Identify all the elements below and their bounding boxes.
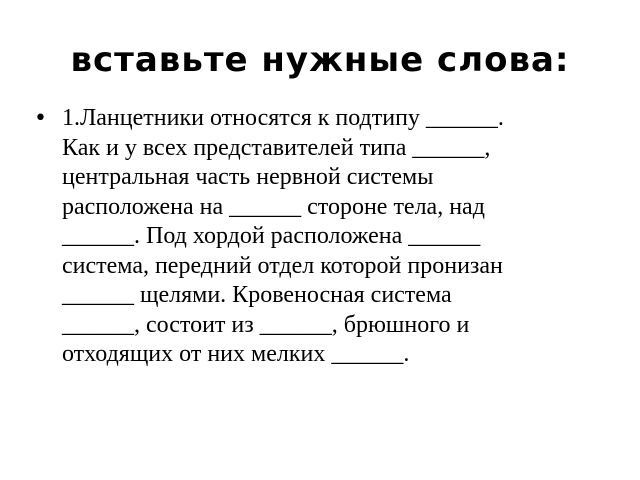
slide-title: вставьте нужные слова: [70, 40, 570, 80]
paragraph-line: отходящих от них мелких ______. [62, 341, 410, 367]
paragraph-line: ______ щелями. Кровеносная система [62, 282, 452, 308]
paragraph-line: расположена на ______ стороне тела, над [62, 193, 485, 220]
bullet-list-item [34, 104, 600, 370]
paragraph-line: Как и у всех представителей типа ______, [62, 134, 491, 161]
exercise-paragraph [62, 104, 600, 370]
paragraph-line: центральная часть нервной системы [62, 164, 434, 190]
paragraph-line: система, передний отдел которой пронизан [62, 252, 503, 279]
paragraph-line: 1.Ланцетники относятся к подтипу ______. [62, 105, 504, 131]
paragraph-line: ______, состоит из ______, брюшного и [62, 311, 470, 338]
paragraph-line: ______. Под хордой расположена ______ [62, 223, 481, 249]
bullet-marker: • [34, 106, 47, 131]
